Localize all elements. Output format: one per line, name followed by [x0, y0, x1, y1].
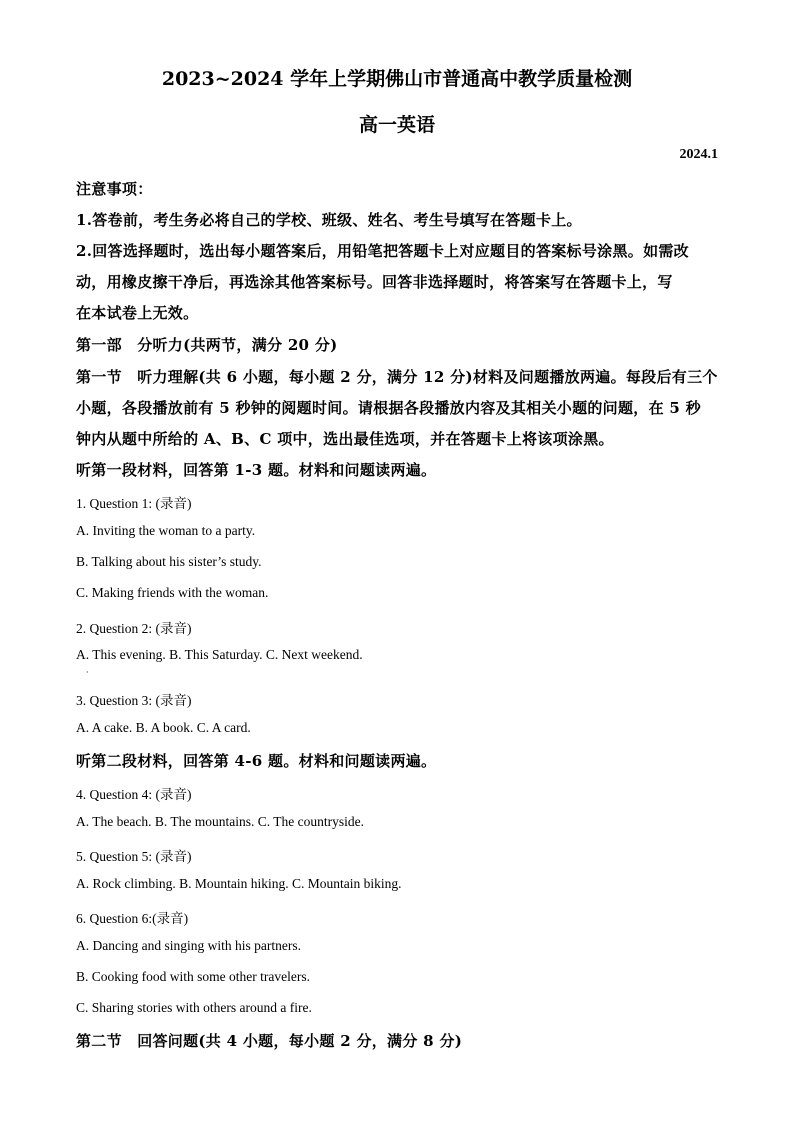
notes-heading: 注意事项：	[76, 180, 153, 198]
question-3-options: A. A cake. B. A book. C. A card.	[76, 720, 251, 735]
question-6-option-a: A. Dancing and singing with his partners.	[76, 938, 301, 953]
question-1-option-c: C. Making friends with the woman.	[76, 585, 269, 600]
notes-item-2-line-3: 在本试卷上无效。	[76, 304, 199, 322]
section-1-instructions-line-1: 第一节 听力理解(共 6 小题，每小题 2 分，满分 12 分)材料及问题播放两遍。每段后有三个	[76, 368, 718, 386]
question-6: 6. Question 6:(录音)	[76, 911, 189, 926]
question-2: 2. Question 2: (录音)	[76, 621, 192, 636]
passage-2-instruction: 听第二段材料，回答第 4-6 题。材料和问题读两遍。	[76, 752, 437, 770]
exam-date: 2024.1	[679, 147, 718, 162]
question-1: 1. Question 1: (录音)	[76, 496, 192, 511]
question-4-options: A. The beach. B. The mountains. C. The countryside.	[76, 814, 364, 829]
question-5-options: A. Rock climbing. B. Mountain hiking. C. Mountain biking.	[76, 876, 402, 891]
question-2-options: A. This evening. B. This Saturday. C. Next weekend.	[76, 647, 363, 662]
question-4: 4. Question 4: (录音)	[76, 787, 192, 802]
exam-title: 2023~2024 学年上学期佛山市普通高中教学质量检测	[161, 68, 633, 90]
stray-mark: ·	[86, 668, 89, 677]
passage-1-instruction: 听第一段材料，回答第 1-3 题。材料和问题读两遍。	[76, 461, 437, 479]
section-2-heading: 第二节 回答问题(共 4 小题，每小题 2 分，满分 8 分)	[76, 1032, 463, 1050]
question-1-option-a: A. Inviting the woman to a party.	[76, 523, 256, 538]
question-1-option-b: B. Talking about his sister’s study.	[76, 554, 262, 569]
section-1-instructions-line-3: 钟内从题中所给的 A、B、C 项中，选出最佳选项，并在答题卡上将该项涂黑。	[76, 430, 614, 448]
notes-item-1: 1.答卷前，考生务必将自己的学校、班级、姓名、考生号填写在答题卡上。	[76, 211, 582, 229]
question-5: 5. Question 5: (录音)	[76, 849, 192, 864]
part-1-heading: 第一部 分听力(共两节，满分 20 分)	[76, 336, 338, 354]
question-3: 3. Question 3: (录音)	[76, 693, 192, 708]
notes-item-2-line-1: 2.回答选择题时，选出每小题答案后，用铅笔把答题卡上对应题目的答案标号涂黑。如需改	[76, 242, 689, 260]
question-6-option-c: C. Sharing stories with others around a fire.	[76, 1000, 312, 1015]
notes-item-2-line-2: 动，用橡皮擦干净后，再选涂其他答案标号。回答非选择题时，将答案写在答题卡上，写	[76, 273, 673, 291]
question-6-option-b: B. Cooking food with some other travelers.	[76, 969, 310, 984]
exam-subject: 高一英语	[358, 114, 435, 136]
section-1-instructions-line-2: 小题，各段播放前有 5 秒钟的阅题时间。请根据各段播放内容及其相关小题的问题，在 5 秒	[76, 399, 701, 417]
